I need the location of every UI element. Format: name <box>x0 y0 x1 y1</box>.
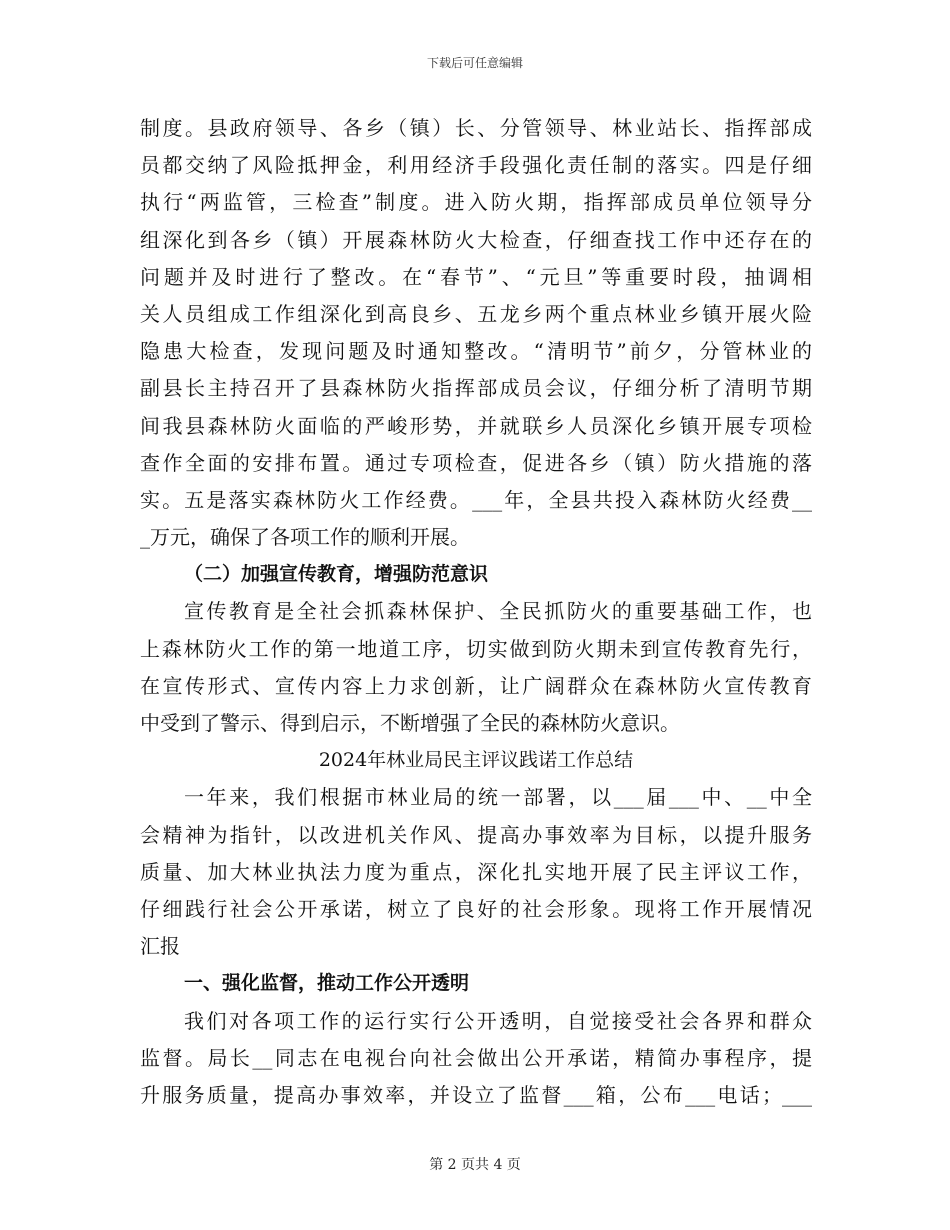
text-line: 员都交纳了风险抵押金，利用经济手段强化责任制的落实。四是仔细 <box>140 153 812 178</box>
text-line: 会精神为指针，以改进机关作风、提高办事效率为目标，以提升服务 <box>140 822 812 847</box>
text-line: 副县长主持召开了县森林防火指挥部成员会议，仔细分析了清明节期 <box>140 376 812 401</box>
text-line: 监督。局长__同志在电视台向社会做出公开承诺，精简办事程序，提 <box>140 1045 812 1070</box>
page-header: 下载后可任意编辑 <box>426 56 523 70</box>
text-line: 组深化到各乡（镇）开展森林防火大检查，仔细查找工作中还存在的 <box>140 227 812 252</box>
text-line: 执行“两监管，三检查”制度。进入防火期，指挥部成员单位领导分 <box>140 190 812 215</box>
text-line: 隐患大检查，发现问题及时通知整改。“清明节”前夕，分管林业的 <box>140 339 812 364</box>
text-line: 关人员组成工作组深化到高良乡、五龙乡两个重点林业乡镇开展火险 <box>140 301 812 326</box>
page-footer: 第 2 页共 4 页 <box>429 1157 521 1173</box>
text-line: 上森林防火工作的第一地道工序，切实做到防火期未到宣传教育先行， <box>140 636 812 661</box>
paragraph-fire-prevention-system <box>140 110 812 556</box>
text-line: 汇报 <box>140 934 180 959</box>
text-line: 问题并及时进行了整改。在“春节”、“元旦”等重要时段，抽调相 <box>140 264 812 289</box>
paragraph-supervision <box>140 1003 812 1115</box>
section-heading-supervision: 一、强化监督，推动工作公开透明 <box>184 972 470 995</box>
text-line: 中受到了警示、得到启示，不断增强了全民的森林防火意识。 <box>140 711 680 735</box>
document-title: 2024年林业局民主评议践诺工作总结 <box>318 749 634 772</box>
document-body <box>140 110 812 1114</box>
text-line: 质量、加大林业执法力度为重点，深化扎实地开展了民主评议工作， <box>140 859 812 884</box>
text-line: 一年来，我们根据市林业局的统一部署，以___届___中、__中全 <box>184 785 812 810</box>
text-line: 宣传教育是全社会抓森林保护、全民抓防火的重要基础工作，也 <box>184 599 812 624</box>
text-line: 仔细践行社会公开承诺，树立了良好的社会形象。现将工作开展情况 <box>140 896 812 921</box>
text-line: 实。五是落实森林防火工作经费。___年，全县共投入森林防火经费__ <box>140 487 812 512</box>
paragraph-summary-intro <box>140 779 812 965</box>
text-line: _万元，确保了各项工作的顺利开展。 <box>140 525 470 550</box>
text-line: 间我县森林防火面临的严峻形势，并就联乡人员深化乡镇开展专项检 <box>140 413 812 438</box>
section-heading-propaganda: （二）加强宣传教育，增强防范意识 <box>184 563 489 586</box>
text-line: 升服务质量，提高办事效率，并设立了监督___箱，公布___电话；___ <box>140 1082 812 1107</box>
text-line: 查作全面的安排布置。通过专项检查，促进各乡（镇）防火措施的落 <box>140 450 812 475</box>
text-line: 在宣传形式、宣传内容上力求创新，让广阔群众在森林防火宣传教育 <box>140 673 812 698</box>
text-line: 我们对各项工作的运行实行公开透明，自觉接受社会各界和群众 <box>184 1008 812 1033</box>
paragraph-propaganda <box>140 593 812 742</box>
text-line: 制度。县政府领导、各乡（镇）长、分管领导、林业站长、指挥部成 <box>140 116 812 140</box>
